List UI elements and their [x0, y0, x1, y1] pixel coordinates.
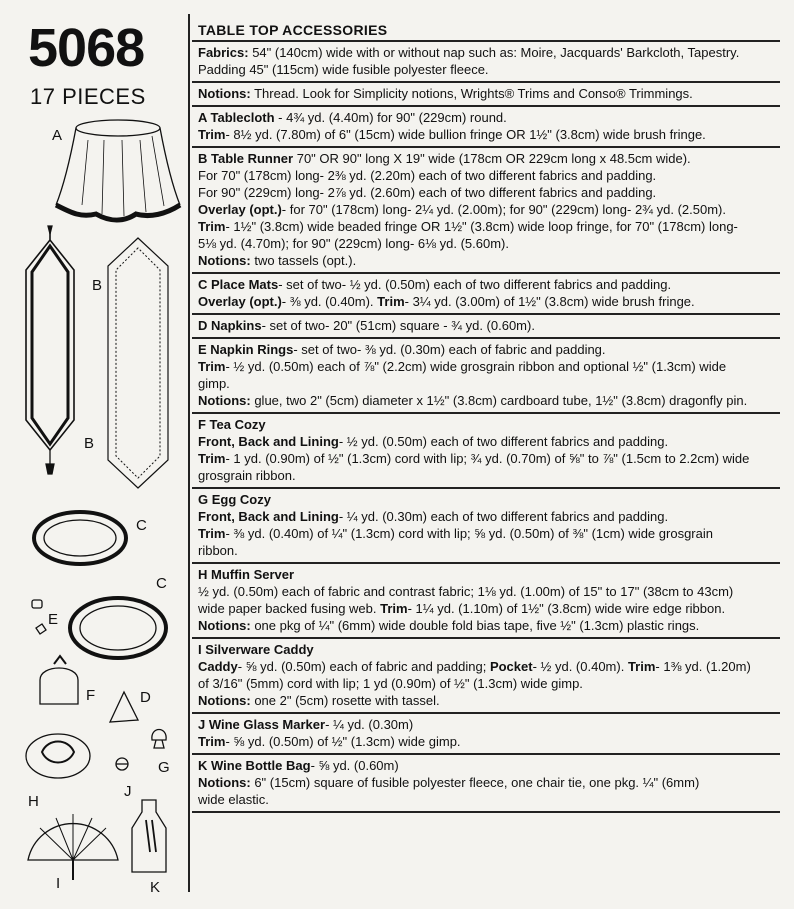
requirement-label: J Wine Glass Marker: [198, 717, 326, 732]
letter-c-2: C: [156, 575, 167, 592]
requirement-label: Pocket: [489, 659, 533, 674]
requirement-label: K Wine Bottle Bag: [198, 758, 311, 773]
requirement-label: F Tea Cozy: [198, 417, 266, 432]
letter-a: A: [52, 127, 63, 144]
requirement-text: 70" OR 90" long X 19" wide (178cm OR 229cm long x 48.5cm wide).: [293, 151, 691, 166]
requirement-line: [198, 566, 780, 583]
requirement-line: [198, 617, 780, 634]
requirement-line: [198, 184, 780, 201]
requirement-text: ribbon.: [198, 543, 238, 558]
requirement-line: [198, 167, 780, 184]
requirement-text: 5⅛ yd. (4.70m); for 90" (229cm) long- 6⅛ yd. (5.60m).: [198, 236, 509, 251]
requirement-label: Front, Back and Lining: [198, 434, 339, 449]
requirement-text: - 8½ yd. (7.80m) of 6" (15cm) wide bullion fringe OR 1½" (3.8cm) wide brush fringe.: [225, 127, 706, 142]
requirement-line: [198, 508, 780, 525]
requirement-label: Trim: [377, 294, 405, 309]
napkin-drawing: [110, 692, 138, 722]
bottom-divider: [192, 811, 780, 813]
requirement-line: [198, 235, 780, 252]
requirement-label: Notions:: [198, 393, 251, 408]
requirement-text: - 1½" (3.8cm) wide beaded fringe OR 1½" (3.8cm) wide loop fringe, for 70" (178cm) long-: [225, 219, 738, 234]
line-drawings: [0, 0, 190, 909]
requirement-line: [198, 61, 780, 78]
requirement-text: For 70" (178cm) long- 2⅜ yd. (2.20m) each of two different fabrics and padding.: [198, 168, 657, 183]
illustration-panel: [0, 0, 190, 909]
letter-i: I: [56, 875, 61, 892]
requirement-line: [198, 542, 780, 559]
letter-d: D: [140, 689, 151, 706]
requirement-line: [198, 85, 780, 102]
requirement-text: - 4¾ yd. (4.40m) for 90" (229cm) round.: [274, 110, 507, 125]
requirement-label: Trim: [627, 659, 656, 674]
requirement-text: - ⅜ yd. (0.40m) of ¼" (1.3cm) cord with lip; ⅝ yd. (0.50m) of ⅜" (1cm) wide grosgrain: [225, 526, 713, 541]
requirement-section: [192, 313, 780, 337]
requirement-text: - ¼ yd. (0.30m) each of two different fabrics and padding.: [338, 509, 669, 524]
requirement-section: [192, 105, 780, 146]
tea-cozy-drawing: [40, 656, 78, 704]
tablecloth-drawing: [56, 120, 180, 220]
requirement-label: Fabrics:: [198, 45, 249, 60]
requirement-text: wide paper backed fusing web.: [198, 601, 381, 616]
wine-bottle-bag-drawing: [132, 800, 166, 872]
requirement-section: [192, 81, 780, 105]
requirement-label: Notions:: [198, 775, 251, 790]
requirement-label: B Table Runner: [198, 151, 294, 166]
section-title: TABLE TOP ACCESSORIES: [198, 22, 388, 38]
requirement-text: - ½ yd. (0.50m) each of two different fabrics and padding.: [338, 434, 669, 449]
requirement-text: - ¼ yd. (0.30m): [325, 717, 414, 732]
requirement-text: ½ yd. (0.50m) each of fabric and contrast fabric; 1⅛ yd. (1.00m) of 15" to 17" (38cm to 43cm): [198, 584, 734, 599]
requirement-section: [192, 712, 780, 753]
silverware-caddy-drawing: [28, 814, 118, 880]
requirement-text: - 3¼ yd. (3.00m) of 1½" (3.8cm) wide brush fringe.: [404, 294, 695, 309]
requirement-label: Trim: [198, 526, 226, 541]
requirement-line: [198, 774, 780, 791]
requirement-line: [198, 150, 780, 167]
requirement-label: Overlay (opt.): [198, 202, 282, 217]
requirement-line: [198, 392, 780, 409]
requirement-section: [192, 412, 780, 487]
requirement-line: [198, 44, 780, 61]
requirement-label: D Napkins: [198, 318, 262, 333]
requirement-line: [198, 218, 780, 235]
vertical-divider: [188, 14, 190, 892]
requirement-label: Trim: [198, 451, 226, 466]
requirement-section: [192, 272, 780, 313]
requirement-text: 6" (15cm) square of fusible polyester fleece, one chair tie, one pkg. ¼" (6mm): [250, 775, 700, 790]
requirement-line: [198, 109, 780, 126]
requirement-line: [198, 675, 780, 692]
requirement-text: of 3/16" (5mm) cord with lip; 1 yd (0.90m) of ½" (1.3cm) wide gimp.: [198, 676, 583, 691]
requirement-label: E Napkin Rings: [198, 342, 294, 357]
requirement-text: one 2" (5cm) rosette with tassel.: [250, 693, 440, 708]
requirement-label: Notions:: [198, 618, 251, 633]
materials-list: [192, 40, 780, 813]
requirements-panel: [192, 20, 780, 813]
requirement-text: - ⅜ yd. (0.40m).: [281, 294, 378, 309]
requirement-label: Notions:: [198, 86, 251, 101]
requirement-line: [198, 600, 780, 617]
letter-g: G: [158, 759, 170, 776]
requirement-text: - ⅝ yd. (0.50m) each of fabric and padding;: [237, 659, 490, 674]
muffin-server-drawing: [26, 734, 90, 778]
letter-j: J: [124, 783, 132, 800]
letter-e: E: [48, 611, 59, 628]
requirement-line: [198, 757, 780, 774]
egg-cozy-drawing: [152, 730, 166, 749]
requirement-text: one pkg of ¼" (6mm) wide double fold bias tape, five ½" (1.3cm) plastic rings.: [250, 618, 700, 633]
requirement-line: [198, 358, 780, 375]
requirement-section: [192, 487, 780, 562]
requirement-text: 54" (140cm) wide with or without nap such as: Moire, Jacquards' Barkcloth, Tapestry.: [248, 45, 740, 60]
wine-glass-marker-drawing: [116, 758, 128, 770]
requirement-label: Trim: [198, 219, 226, 234]
requirement-line: [198, 341, 780, 358]
requirement-section: [192, 40, 780, 81]
place-mat-drawing-1: [34, 512, 126, 564]
pattern-number: 5068: [28, 18, 145, 78]
requirement-label: Trim: [198, 127, 226, 142]
requirement-section: [192, 337, 780, 412]
requirement-line: [198, 658, 780, 675]
requirement-line: [198, 450, 780, 467]
requirement-text: - for 70" (178cm) long- 2¼ yd. (2.00m); for 90" (229cm) long- 2¾ yd. (2.50m).: [281, 202, 726, 217]
requirement-text: two tassels (opt.).: [250, 253, 357, 268]
requirement-line: [198, 692, 780, 709]
letter-h: H: [28, 793, 39, 810]
requirement-line: [198, 716, 780, 733]
requirement-line: [198, 276, 780, 293]
requirement-line: [198, 525, 780, 542]
requirement-text: - ⅝ yd. (0.60m): [310, 758, 399, 773]
requirement-line: [198, 467, 780, 484]
requirement-section: [192, 637, 780, 712]
requirement-text: - set of two- ½ yd. (0.50m) each of two different fabrics and padding.: [278, 277, 672, 292]
requirement-text: glue, two 2" (5cm) diameter x 1½" (3.8cm) cardboard tube, 1½" (3.8cm) dragonfly pin.: [250, 393, 748, 408]
requirement-text: - 1⅜ yd. (1.20m): [655, 659, 751, 674]
place-mat-drawing-2: [70, 598, 166, 658]
runner-overlay-drawing: [108, 238, 168, 488]
requirement-section: [192, 562, 780, 637]
letter-b-2: B: [84, 435, 95, 452]
letter-f: F: [86, 687, 96, 704]
requirement-line: [198, 641, 780, 658]
requirement-text: - ½ yd. (0.40m).: [532, 659, 628, 674]
napkin-ring-drawing: [32, 600, 46, 634]
requirement-line: [198, 126, 780, 143]
requirement-label: C Place Mats: [198, 277, 279, 292]
table-runner-drawing: [26, 226, 74, 474]
requirement-label: Trim: [380, 601, 408, 616]
requirement-label: Trim: [198, 734, 226, 749]
requirement-text: - set of two- ⅜ yd. (0.30m) each of fabric and padding.: [293, 342, 606, 357]
requirement-text: - ½ yd. (0.50m) each of ⅞" (2.2cm) wide grosgrain ribbon and optional ½" (1.3cm) wide: [225, 359, 727, 374]
requirement-line: [198, 317, 780, 334]
requirement-line: [198, 252, 780, 269]
requirement-text: - ⅝ yd. (0.50m) of ½" (1.3cm) wide gimp.: [225, 734, 461, 749]
requirement-line: [198, 791, 780, 808]
letter-c-1: C: [136, 517, 147, 534]
requirement-label: Notions:: [198, 253, 251, 268]
requirement-line: [198, 433, 780, 450]
requirement-line: [198, 583, 780, 600]
requirement-label: Trim: [198, 359, 226, 374]
requirement-line: [198, 416, 780, 433]
requirement-line: [198, 375, 780, 392]
letter-k: K: [150, 879, 161, 896]
requirement-line: [198, 733, 780, 750]
requirement-text: grosgrain ribbon.: [198, 468, 296, 483]
requirement-label: H Muffin Server: [198, 567, 295, 582]
requirement-label: G Egg Cozy: [198, 492, 271, 507]
requirement-line: [198, 293, 780, 310]
requirement-label: Notions:: [198, 693, 251, 708]
requirement-text: Thread. Look for Simplicity notions, Wrights® Trims and Conso® Trimmings.: [250, 86, 693, 101]
requirement-text: Padding 45" (115cm) wide fusible polyester fleece.: [198, 62, 489, 77]
requirement-text: gimp.: [198, 376, 230, 391]
requirement-line: [198, 201, 780, 218]
requirement-text: - set of two- 20" (51cm) square - ¾ yd. (0.60m).: [261, 318, 535, 333]
requirement-section: [192, 753, 780, 811]
requirement-text: For 90" (229cm) long- 2⅞ yd. (2.60m) each of two different fabrics and padding.: [198, 185, 657, 200]
requirement-label: Caddy: [198, 659, 238, 674]
pieces-count: 17 PIECES: [30, 84, 146, 109]
requirement-line: [198, 491, 780, 508]
requirement-label: Overlay (opt.): [198, 294, 282, 309]
requirement-section: [192, 146, 780, 272]
requirement-text: wide elastic.: [198, 792, 269, 807]
requirement-label: I Silverware Caddy: [198, 642, 314, 657]
requirement-text: - 1¼ yd. (1.10m) of 1½" (3.8cm) wide wire edge ribbon.: [407, 601, 726, 616]
letter-b-1: B: [92, 277, 103, 294]
requirement-label: A Tablecloth: [198, 110, 275, 125]
requirement-text: - 1 yd. (0.90m) of ½" (1.3cm) cord with lip; ¾ yd. (0.70m) of ⅝" to ⅞" (1.5cm to 2.2cm) wide: [225, 451, 750, 466]
requirement-label: Front, Back and Lining: [198, 509, 339, 524]
